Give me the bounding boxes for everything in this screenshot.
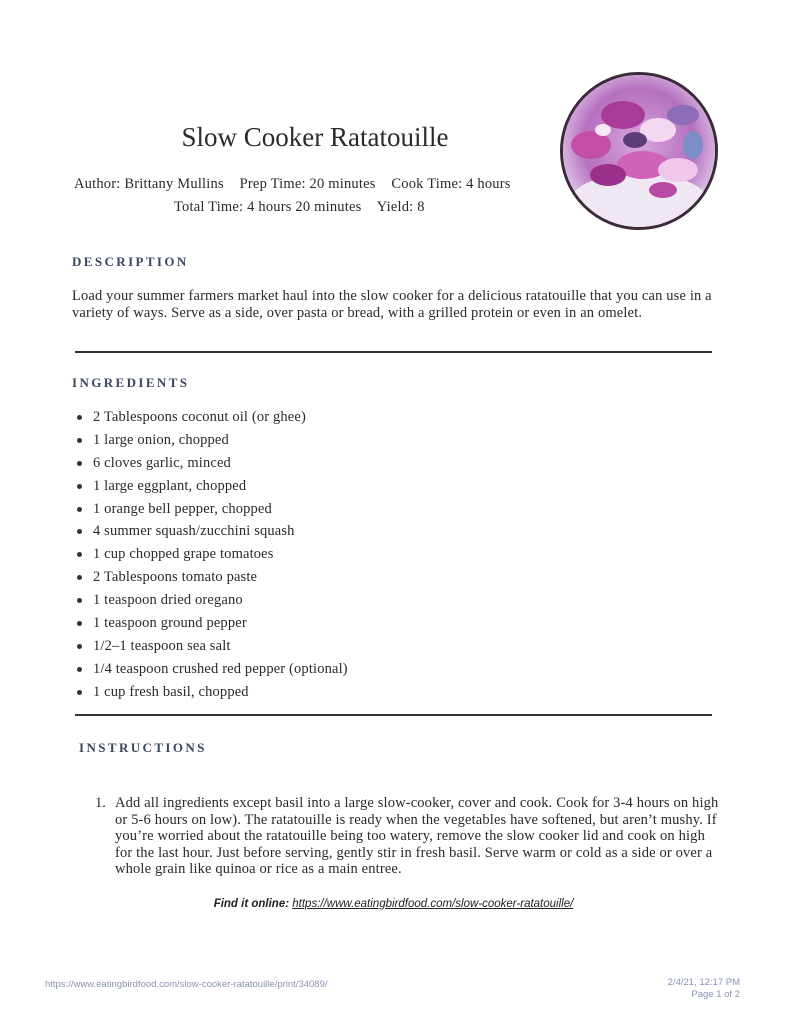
list-item: 1/4 teaspoon crushed red pepper (optional) xyxy=(72,660,348,683)
recipe-link[interactable]: https://www.eatingbirdfood.com/slow-cooker-ratatouille/ xyxy=(292,898,574,910)
ratatouille-image xyxy=(563,75,715,227)
instructions-heading: INSTRUCTIONS xyxy=(79,740,207,755)
recipe-photo xyxy=(560,72,718,230)
list-item: 1 teaspoon ground pepper xyxy=(72,614,348,637)
description-text: Load your summer farmers market haul into the slow cooker for a delicious ratatouille that you can use in a variety of ways. Serve as a side, over pasta or bread, with a grilled protein or even in an omelet. xyxy=(72,288,712,321)
recipe-meta-line-1 xyxy=(74,176,511,193)
step-text: Add all ingredients except basil into a large slow-cooker, cover and cook. Cook for 3-4 hours on high or 5-6 hours on low). The ratatouille is ready when the vegetables have softened, but aren’t mushy. If you’re worried about the ratatouille being too watery, remove the slow cooker lid and cook on high for the last hour. Just before serving, gently stir in fresh basil. Serve warm or cold as a side or over a whole grain like quinoa or rice as a main entree. xyxy=(115,795,719,877)
description-heading: DESCRIPTION xyxy=(72,254,189,269)
list-item: 1 cup chopped grape tomatoes xyxy=(72,545,348,568)
recipe-title: Slow Cooker Ratatouille xyxy=(181,122,449,152)
list-item: 1 teaspoon dried oregano xyxy=(72,591,348,614)
ingredients-heading: INGREDIENTS xyxy=(72,375,190,390)
find-online-label: Find it online: xyxy=(213,898,290,910)
yield: Yield: 8 xyxy=(376,199,425,215)
ingredients-list xyxy=(72,408,348,706)
list-item: 1 cup fresh basil, chopped xyxy=(72,683,348,706)
list-item: 1 orange bell pepper, chopped xyxy=(72,500,348,523)
list-item: 6 cloves garlic, minced xyxy=(72,454,348,477)
list-item: 2 Tablespoons coconut oil (or ghee) xyxy=(72,408,348,431)
step-number: 1. xyxy=(95,795,106,811)
list-item: 1 large eggplant, chopped xyxy=(72,477,348,500)
footer-page-number: Page 1 of 2 xyxy=(691,989,740,1000)
list-item: 4 summer squash/zucchini squash xyxy=(72,522,348,545)
list-item: 2 Tablespoons tomato paste xyxy=(72,568,348,591)
divider xyxy=(75,714,712,716)
recipe-meta-line-2 xyxy=(174,199,425,216)
author: Author: Brittany Mullins xyxy=(74,176,224,192)
find-it-online xyxy=(0,898,787,910)
footer-print-url: https://www.eatingbirdfood.com/slow-cooker-ratatouille/print/34089/ xyxy=(45,979,328,990)
footer-timestamp: 2/4/21, 12:17 PM xyxy=(667,977,740,988)
divider xyxy=(75,351,712,353)
footer-info xyxy=(668,977,740,1001)
cook-time: Cook Time: 4 hours xyxy=(391,176,511,192)
prep-time: Prep Time: 20 minutes xyxy=(239,176,376,192)
list-item: 1/2–1 teaspoon sea salt xyxy=(72,637,348,660)
total-time: Total Time: 4 hours 20 minutes xyxy=(174,199,362,215)
list-item: 1 large onion, chopped xyxy=(72,431,348,454)
